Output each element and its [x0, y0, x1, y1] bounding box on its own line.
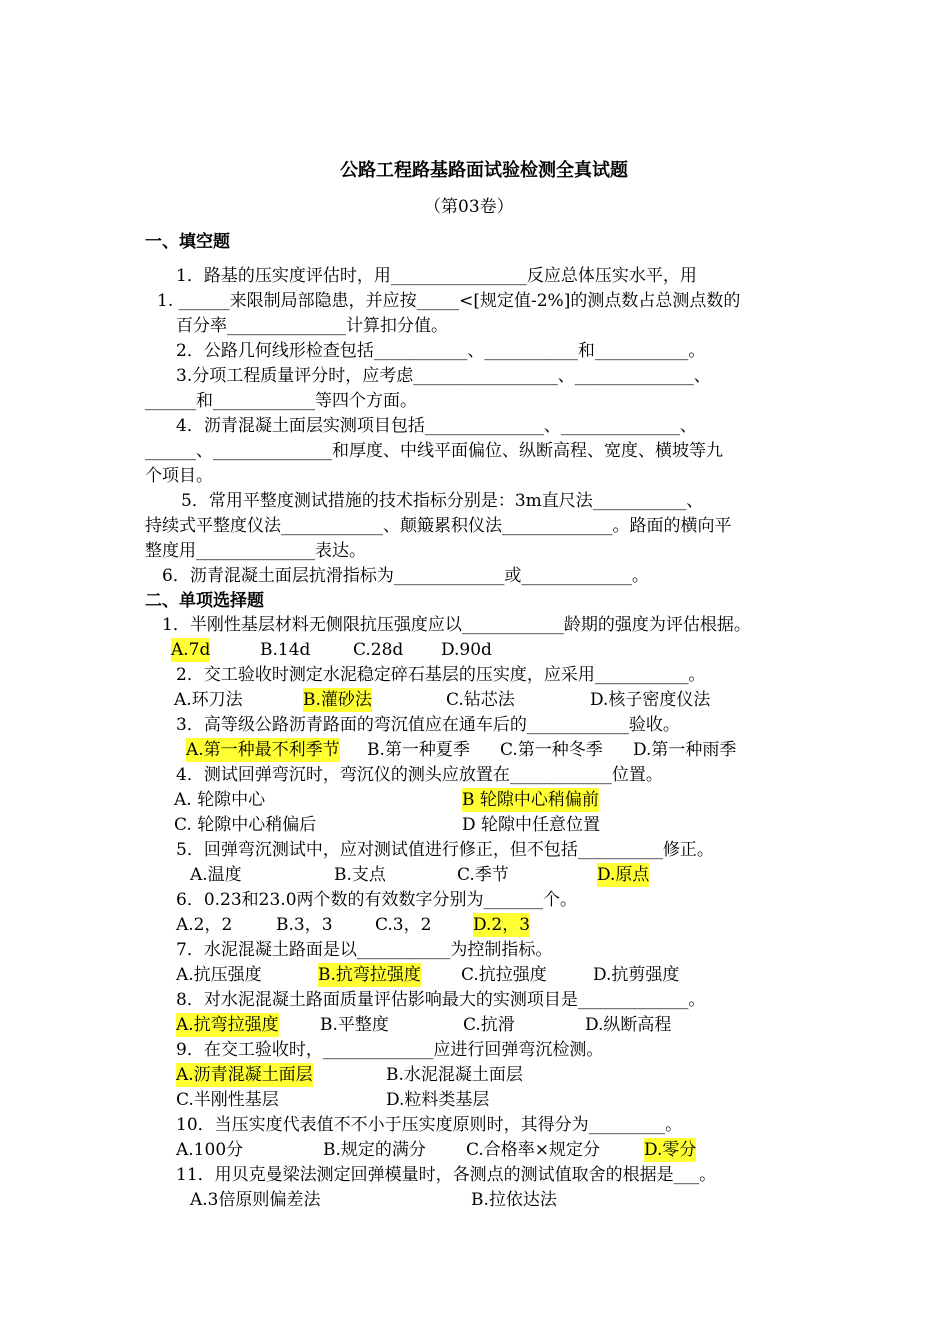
doc-subtitle: （第03卷）: [424, 197, 514, 217]
option-a: A.环刀法: [174, 690, 243, 710]
option-d-answer: D.零分: [644, 1140, 697, 1160]
fill-line: ______和____________等四个方面。: [145, 391, 417, 411]
question-text: 10．当压实度代表值不不小于压实度原则时，其得分为_________。: [176, 1115, 683, 1135]
option-c: C. 轮隙中心稍偏后: [174, 815, 317, 835]
fill-line: 4．沥青混凝土面层实测项目包括______________、______________、: [176, 416, 697, 436]
fill-line: 5．常用平整度测试措施的技术指标分别是：3m直尺法___________、: [181, 491, 704, 511]
option-d-answer: D.原点: [597, 865, 650, 885]
fill-line: 持续式平整度仪法____________、颠簸累积仪法_____________。路面的横向平: [145, 516, 732, 536]
option-a-answer: A.沥青混凝土面层: [176, 1065, 313, 1085]
option-c: C.抗滑: [463, 1015, 515, 1035]
fill-line: 百分率______________计算扣分值。: [176, 316, 448, 336]
option-d: D.核子密度仪法: [590, 690, 711, 710]
option-c: C.钻芯法: [446, 690, 515, 710]
fill-line: 3.分项工程质量评分时，应考虑_________________、______________、: [176, 366, 711, 386]
option-a-answer: A.7d: [171, 640, 211, 660]
option-a: A.抗压强度: [176, 965, 262, 985]
question-text: 6．0.23和23.0两个数的有效数字分别为_______个。: [176, 890, 578, 910]
option-b-answer: B.灌砂法: [303, 690, 372, 710]
fill-line: 1．路基的压实度评估时，用________________反应总体压实水平，用: [176, 266, 697, 286]
fill-line: 个项目。: [145, 466, 213, 486]
option-a: A. 轮隙中心: [174, 790, 266, 810]
question-text: 5．回弹弯沉测试中，应对测试值进行修正，但不包括__________修正。: [176, 840, 714, 860]
option-b: B.3，3: [276, 915, 333, 935]
option-c: C.28d: [353, 640, 404, 660]
fill-line: 6．沥青混凝土面层抗滑指标为_____________或_____________。: [162, 566, 649, 586]
fill-line: 1. ______来限制局部隐患，并应按_____<[规定值-2%]的测点数占总测点数的: [157, 291, 741, 311]
option-c: C.季节: [457, 865, 509, 885]
question-text: 2．交工验收时测定水泥稳定碎石基层的压实度，应采用___________。: [176, 665, 706, 685]
option-d: D.抗剪强度: [593, 965, 680, 985]
option-b: B.支点: [334, 865, 386, 885]
option-b: B.14d: [260, 640, 311, 660]
fill-line: ______、______________和厚度、中线平面偏位、纵断高程、宽度、横坡等九: [145, 441, 723, 461]
option-d-answer: D.2，3: [473, 915, 531, 935]
option-b: B.平整度: [320, 1015, 389, 1035]
option-c: C.半刚性基层: [176, 1090, 279, 1110]
option-b-answer: B.抗弯拉强度: [318, 965, 421, 985]
option-a: A.100分: [176, 1140, 244, 1160]
option-a: A.3倍原则偏差法: [190, 1190, 321, 1210]
option-a: A.2，2: [176, 915, 233, 935]
section-fill-heading: 一、填空题: [145, 232, 230, 252]
question-text: 3．高等级公路沥青路面的弯沉值应在通车后的____________验收。: [176, 715, 680, 735]
question-text: 7．水泥混凝土路面是以___________为控制指标。: [176, 940, 553, 960]
option-c: C.抗拉强度: [461, 965, 547, 985]
question-text: 8．对水泥混凝土路面质量评估影响最大的实测项目是_____________。: [176, 990, 706, 1010]
question-text: 11．用贝克曼梁法测定回弹模量时，各测点的测试值取舍的根据是___。: [176, 1165, 717, 1185]
fill-line: 整度用______________表达。: [145, 541, 366, 561]
option-d: D.90d: [441, 640, 492, 660]
option-d: D 轮隙中任意位置: [462, 815, 601, 835]
option-b: B.拉依达法: [471, 1190, 557, 1210]
option-d: D.纵断高程: [585, 1015, 672, 1035]
question-text: 1．半刚性基层材料无侧限抗压强度应以____________龄期的强度为评估根据。: [162, 615, 751, 635]
option-c: C.合格率×规定分: [466, 1140, 601, 1160]
question-text: 9．在交工验收时，_____________应进行回弹弯沉检测。: [176, 1040, 604, 1060]
question-text: 4．测试回弹弯沉时，弯沉仪的测头应放置在____________位置。: [176, 765, 663, 785]
option-d: D.第一种雨季: [633, 740, 737, 760]
option-b: B.规定的满分: [323, 1140, 426, 1160]
option-c: C.3，2: [375, 915, 432, 935]
option-c: C.第一种冬季: [500, 740, 603, 760]
option-b: B.第一种夏季: [367, 740, 470, 760]
option-a: A.温度: [190, 865, 242, 885]
section-choice-heading: 二、单项选择题: [145, 591, 264, 611]
option-d: D.粒料类基层: [386, 1090, 490, 1110]
option-b-answer: B 轮隙中心稍偏前: [462, 790, 599, 810]
fill-line: 2．公路几何线形检查包括___________、___________和___________。: [176, 341, 706, 361]
option-b: B.水泥混凝土面层: [386, 1065, 523, 1085]
doc-title: 公路工程路基路面试验检测全真试题: [340, 160, 628, 181]
option-a-answer: A.第一种最不利季节: [186, 740, 340, 760]
option-a-answer: A.抗弯拉强度: [176, 1015, 279, 1035]
